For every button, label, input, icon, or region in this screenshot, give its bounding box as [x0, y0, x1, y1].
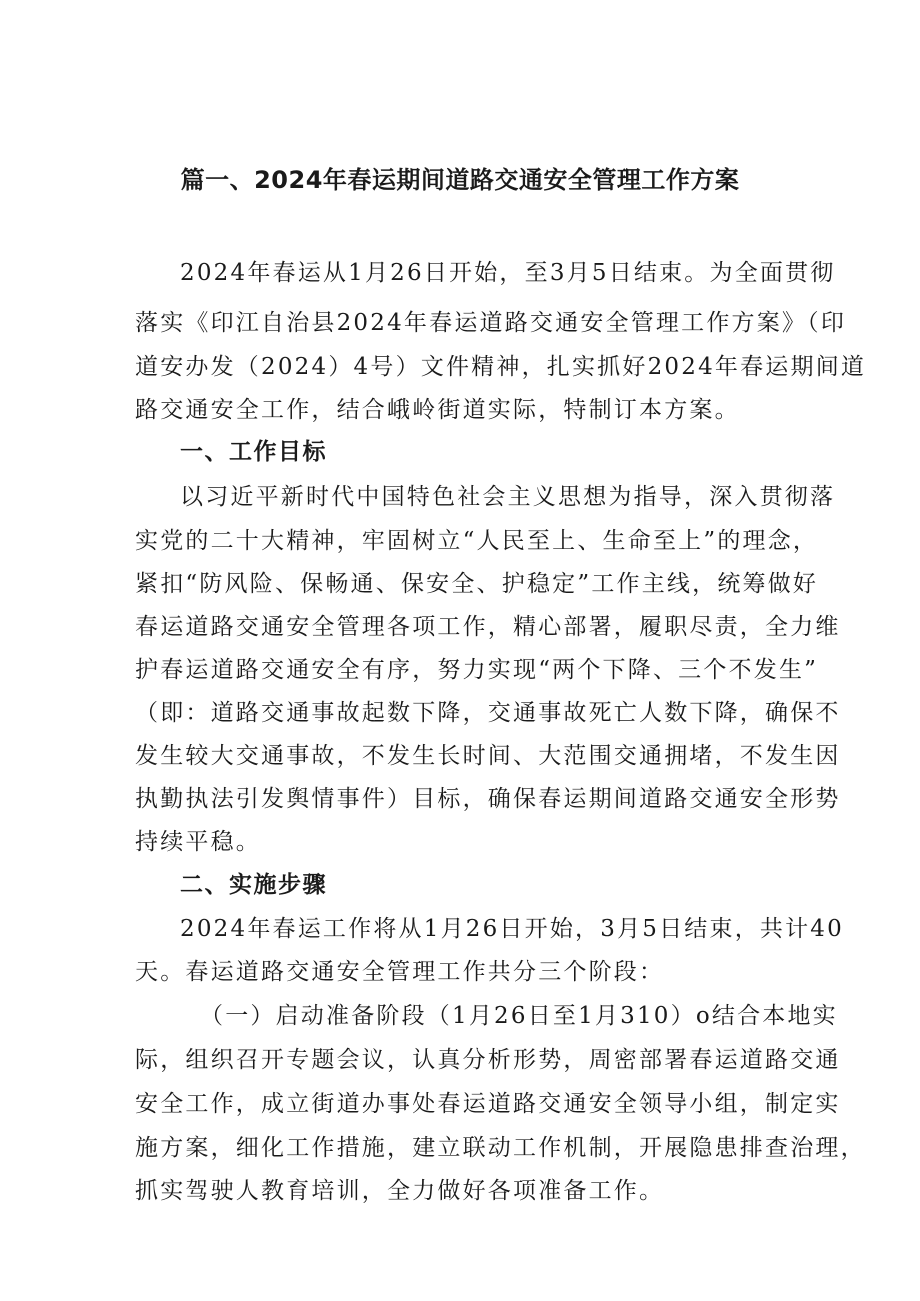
- steps-line: 天。春运道路交通安全管理工作共分三个阶段：: [135, 959, 665, 985]
- goals-line: 紧扣“防风险、保畅通、保安全、护稳定”工作主线，统筹做好: [135, 571, 819, 597]
- intro-line: 2024年春运从1月26日开始，至3月5日结束。为全面贯彻: [180, 260, 836, 286]
- intro-line: 落实《印江自治县2024年春运道路交通安全管理工作方案》（印: [135, 310, 847, 336]
- stage1-line: 施方案，细化工作措施，建立联动工作机制，开展隐患排查治理，: [135, 1135, 866, 1161]
- goals-line: 护春运道路交通安全有序，努力实现“两个下降、三个不发生”: [135, 657, 819, 683]
- intro-line: 路交通安全工作，结合峨岭街道实际，特制订本方案。: [135, 397, 740, 423]
- document-title: 篇一、2024年春运期间道路交通安全管理工作方案: [180, 166, 740, 194]
- intro-line: 道安办发（2024）4号）文件精神，扎实抓好2024年春运期间道: [135, 354, 867, 380]
- goals-line: 春运道路交通安全管理各项工作，精心部署，履职尽责，全力维: [135, 614, 841, 640]
- goals-line: （即：道路交通事故起数下降，交通事故死亡人数下降，确保不: [135, 700, 841, 726]
- goals-line: 执勤执法引发舆情事件）目标，确保春运期间道路交通安全形势: [135, 786, 841, 812]
- goals-line: 以习近平新时代中国特色社会主义思想为指导，深入贯彻落: [180, 484, 836, 510]
- stage1-line: 安全工作，成立街道办事处春运道路交通安全领导小组，制定实: [135, 1091, 841, 1117]
- steps-line: 2024年春运工作将从1月26日开始，3月5日结束，共计40: [180, 916, 844, 942]
- goals-line: 实党的二十大精神，牢固树立“人民至上、生命至上”的理念，: [135, 528, 819, 554]
- stage1-line: 际，组织召开专题会议，认真分析形势，周密部署春运道路交通: [135, 1047, 841, 1073]
- section-heading-goals: 一、工作目标: [180, 439, 327, 465]
- section-heading-steps: 二、实施步骤: [180, 872, 327, 898]
- stage1-line: （一）启动准备阶段（1月26日至1月310）o结合本地实: [200, 1003, 838, 1029]
- stage1-line: 抓实驾驶人教育培训，全力做好各项准备工作。: [135, 1178, 665, 1204]
- goals-line: 发生较大交通事故，不发生长时间、大范围交通拥堵，不发生因: [135, 743, 841, 769]
- goals-line: 持续平稳。: [135, 829, 261, 855]
